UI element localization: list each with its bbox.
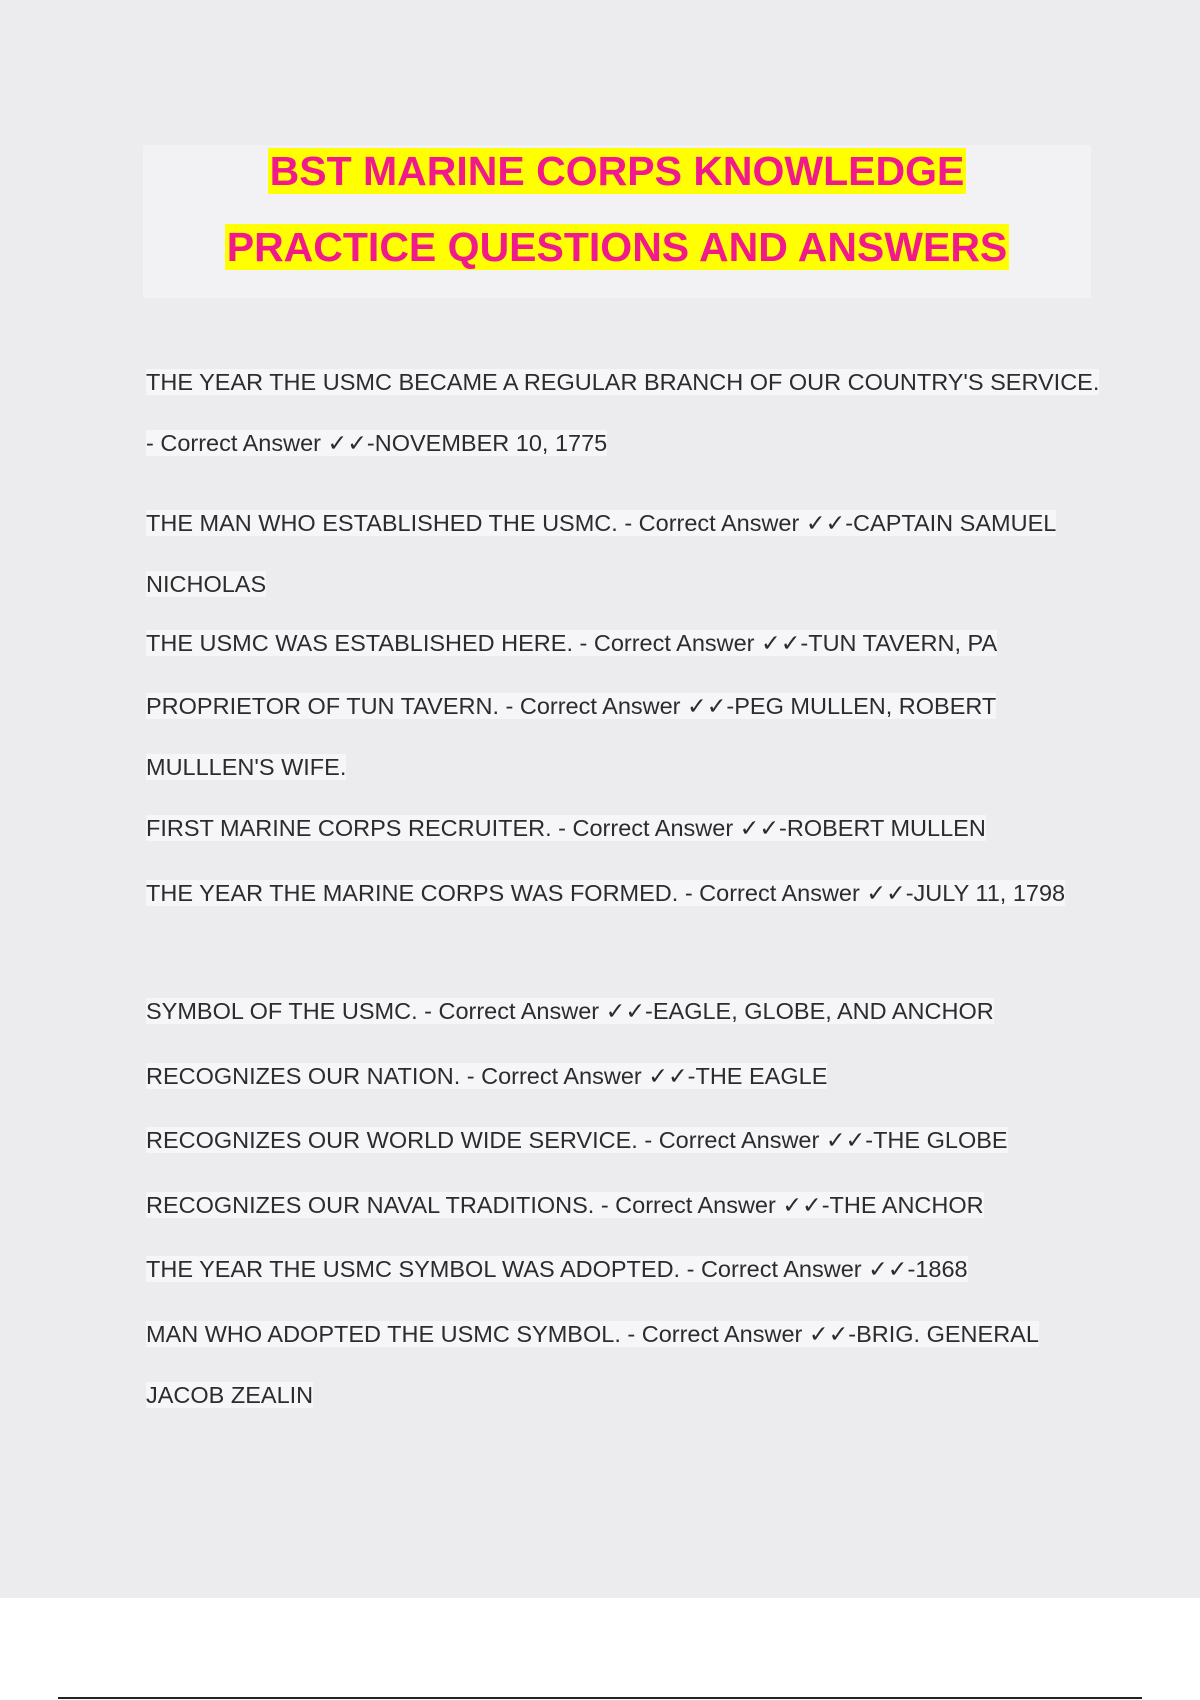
footer-rule [58, 1697, 1142, 1699]
qa-item-text: THE MAN WHO ESTABLISHED THE USMC. - Correct Answer ✓✓-CAPTAIN SAMUEL NICHOLAS [146, 510, 1057, 597]
qa-item [146, 676, 1106, 798]
qa-item [146, 1304, 1106, 1426]
qa-item [146, 493, 1106, 615]
qa-item [146, 1046, 1106, 1107]
qa-item-text: RECOGNIZES OUR NATION. - Correct Answer ✓✓-THE EAGLE [146, 1063, 828, 1089]
qa-item [146, 798, 1106, 859]
qa-item [146, 981, 1106, 1042]
qa-item [146, 1175, 1106, 1236]
qa-item [146, 1110, 1106, 1171]
qa-item [146, 613, 1106, 674]
qa-item-text: PROPRIETOR OF TUN TAVERN. - Correct Answer ✓✓-PEG MULLEN, ROBERT MULLLEN'S WIFE. [146, 693, 997, 780]
qa-item-text: THE YEAR THE MARINE CORPS WAS FORMED. - Correct Answer ✓✓-JULY 11, 1798 [146, 880, 1066, 906]
qa-item-text: SYMBOL OF THE USMC. - Correct Answer ✓✓-EAGLE, GLOBE, AND ANCHOR [146, 998, 994, 1024]
qa-item-text: THE YEAR THE USMC SYMBOL WAS ADOPTED. - Correct Answer ✓✓-1868 [146, 1256, 968, 1282]
qa-item-text: THE USMC WAS ESTABLISHED HERE. - Correct Answer ✓✓-TUN TAVERN, PA [146, 630, 998, 656]
title-line-2-text: PRACTICE QUESTIONS AND ANSWERS [226, 224, 1008, 270]
title-block [143, 145, 1091, 298]
title-line-2 [143, 223, 1091, 271]
qa-item-text: FIRST MARINE CORPS RECRUITER. - Correct Answer ✓✓-ROBERT MULLEN [146, 815, 986, 841]
qa-item-text: RECOGNIZES OUR NAVAL TRADITIONS. - Correct Answer ✓✓-THE ANCHOR [146, 1192, 984, 1218]
qa-item [146, 352, 1106, 474]
qa-item-text: THE YEAR THE USMC BECAME A REGULAR BRANCH OF OUR COUNTRY'S SERVICE. - Correct Answer ✓✓-NOVEMBER 10, 1775 [146, 369, 1100, 456]
qa-item [146, 863, 1106, 924]
qa-item-text: RECOGNIZES OUR WORLD WIDE SERVICE. - Correct Answer ✓✓-THE GLOBE [146, 1127, 1008, 1153]
title-line-1 [143, 147, 1091, 195]
title-line-1-text: BST MARINE CORPS KNOWLEDGE [269, 148, 965, 194]
qa-item [146, 1239, 1106, 1300]
qa-item-text: MAN WHO ADOPTED THE USMC SYMBOL. - Correct Answer ✓✓-BRIG. GENERAL JACOB ZEALIN [146, 1321, 1039, 1408]
